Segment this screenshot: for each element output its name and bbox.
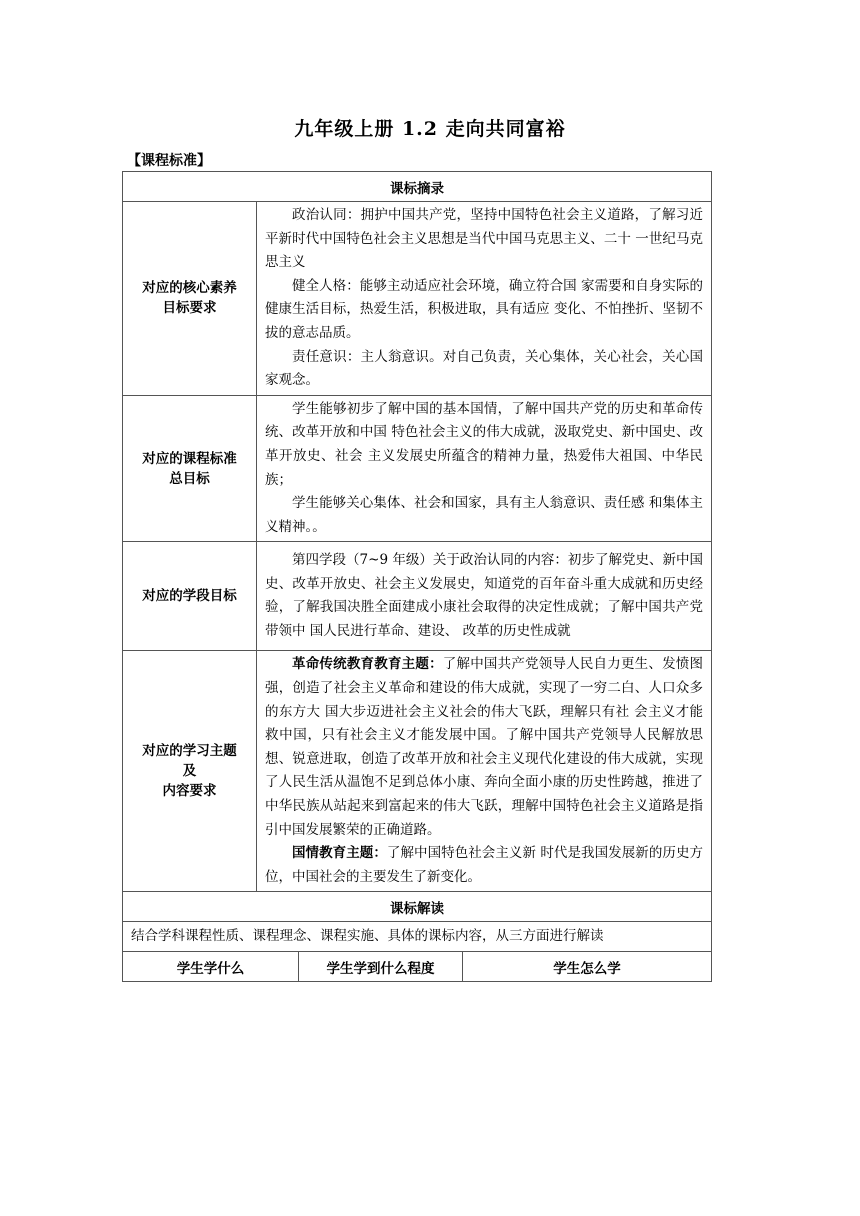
sub-header-row <box>123 952 712 982</box>
topic-heading: 革命传统教育教育主题： <box>292 656 443 673</box>
content-paragraph: 责任意识：主人翁意识。对自己负责，关心集体，关心社会，关心国 家观念。 <box>265 348 703 389</box>
content-paragraph: 政治认同：拥护中国共产党，坚持中国特色社会主义道路，了解习近平新时代中国特色社会主义思想是当代中国马克思主义、二十 一世纪马克思主义 <box>265 207 703 271</box>
row-label <box>123 395 257 542</box>
table-row <box>123 395 712 542</box>
page-title: 九年级上册 1.2 走向共同富裕 <box>294 118 566 140</box>
section-label: 【课程标准】 <box>127 153 211 169</box>
curriculum-standard-table <box>122 171 712 982</box>
content-paragraph <box>265 842 703 889</box>
topic-text: 了解中国共产党领导人民自力更生、发愤图强，创造了社会主义革命和建设的伟大成就，实现了一穷二白、人口众多的东方大 国大步迈进社会主义社会的伟大飞跃，理解只有社 会主义才能救中国，只有社会主义才能发展中国。了解中国共产党领导人民解放思想、锐意进取，创造了改革开放和社会主义现代化建设的伟大成就，实现了人民生活从温饱不足到总体小康、奔向全面小康的历史性跨越，推进了中华民族从站起来到富起来的伟大飞跃，理解中国特色社会主义道路是指引中国发展繁荣的正确道路。 <box>265 656 704 838</box>
interpretation-row <box>123 922 712 952</box>
row-label <box>123 651 257 892</box>
sub-header-degree: 学生学到什么程度 <box>299 952 463 982</box>
row-content <box>257 202 712 396</box>
excerpt-header: 课标摘录 <box>123 172 712 202</box>
row-label-line: 总目标 <box>169 470 210 487</box>
row-label-line: 对应的学习主题 <box>142 743 237 760</box>
content-paragraph: 健全人格：能够主动适应社会环境，确立符合国 家需要和自身实际的健康生活目标，热爱生活，积极进取，具有适应 变化、不怕挫折、坚韧不拔的意志品质。 <box>265 277 703 341</box>
row-label-line: 及 <box>182 763 197 780</box>
row-label-line: 目标要求 <box>162 300 217 317</box>
topic-heading: 国情教育主题： <box>292 845 387 862</box>
content-paragraph: 学生能够初步了解中国的基本国情，了解中国共产党的历史和革命传统、改革开放和中国 特色社会主义的伟大成就，汲取党史、新中国史、改革开放史、社会 主义发展史所蕴含的精神力量，热爱伟大祖国、中华民族； <box>265 400 703 488</box>
content-paragraph: 第四学段（7~9 年级）关于政治认同的内容：初步了解党史、新中国史、改革开放史、社会主义发展史，知道党的百年奋斗重大成就和历史经验，了解我国决胜全面建成小康社会取得的决定性成就；了解中国共产党带领中 国人民进行革命、建设、 改革的历史性成就 <box>265 552 703 639</box>
table-row <box>123 542 712 651</box>
table-row <box>123 202 712 396</box>
row-content <box>257 395 712 542</box>
row-content <box>257 651 712 892</box>
table-header-row <box>123 172 712 202</box>
sub-header-what: 学生学什么 <box>123 952 299 982</box>
interpretation-header: 课标解读 <box>123 892 712 922</box>
topic-text: 了解中国特色社会主义新 时代是我国发展新的历史方位，中国社会的主要发生了新变化。 <box>265 845 704 885</box>
content-paragraph <box>265 653 703 842</box>
row-label-line: 内容要求 <box>162 783 217 800</box>
row-content <box>257 542 712 651</box>
row-label-line: 对应的课程标准 <box>142 450 237 467</box>
row-label <box>123 542 257 651</box>
row-label-line: 对应的核心素养 <box>142 280 237 297</box>
interpretation-header-row <box>123 892 712 922</box>
content-paragraph: 学生能够关心集体、社会和国家，具有主人翁意识、责任感 和集体主义精神。。 <box>265 495 703 535</box>
table-row <box>123 651 712 892</box>
row-label-line: 对应的学段目标 <box>142 588 237 605</box>
sub-header-how: 学生怎么学 <box>463 952 712 982</box>
row-label <box>123 202 257 396</box>
interpretation-text: 结合学科课程性质、课程理念、课程实施、具体的课标内容，从三方面进行解读 <box>123 922 712 952</box>
